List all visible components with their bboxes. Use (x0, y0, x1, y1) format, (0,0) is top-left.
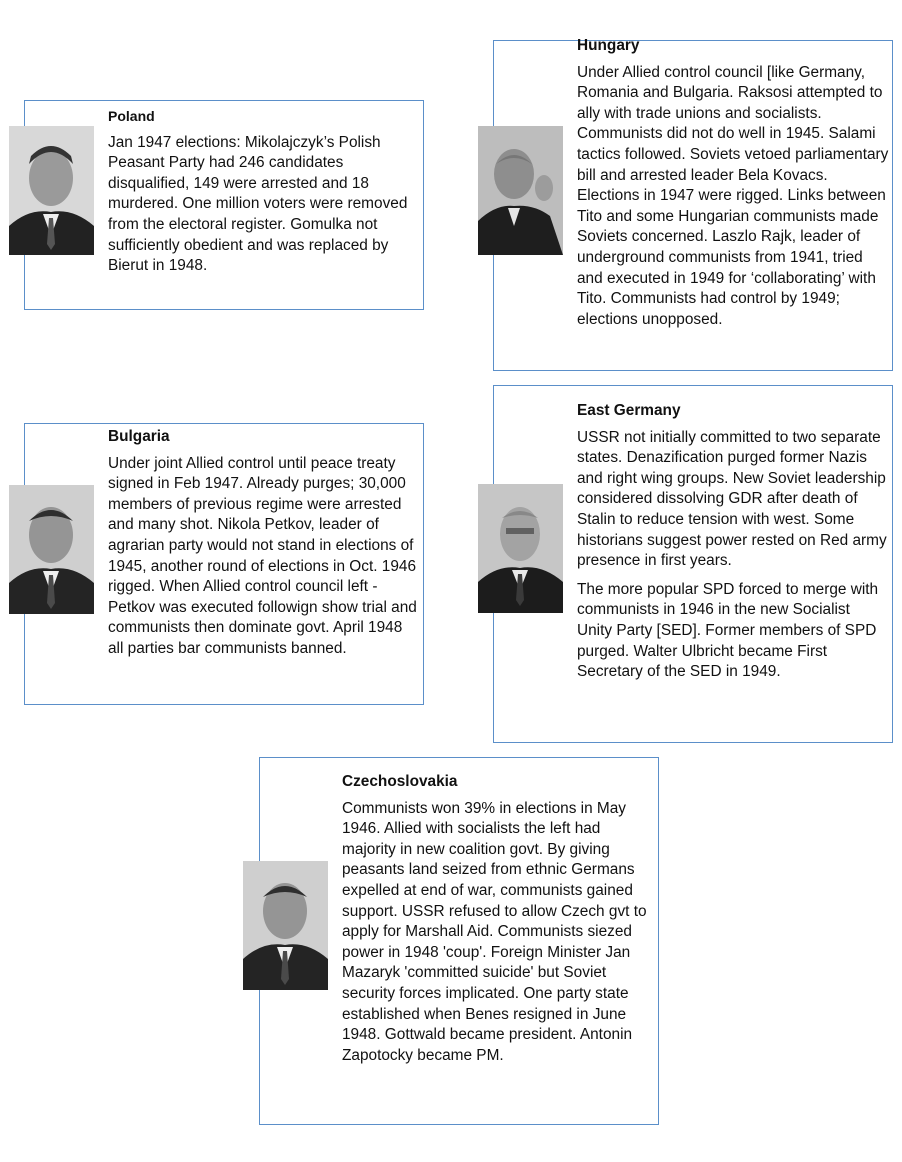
east-germany-portrait-photo (478, 484, 563, 613)
poland-body: Jan 1947 elections: Mikolajczyk’s Polish Peasant Party had 246 candidates disqualified, 149 were arrested and 18 murdered. One million voters were removed from the electoral register. Gomulka not sufficiently obedient and was replaced by Bierut in 1948. (108, 133, 408, 275)
czechoslovakia-portrait-photo (243, 861, 328, 990)
hungary-title: Hungary (577, 37, 640, 54)
czechoslovakia-text (342, 772, 654, 1066)
poland-title: Poland (108, 108, 155, 124)
bulgaria-body: Under joint Allied control until peace treaty signed in Feb 1947. Already purges; 30,000 members of previous regime were arrested and many shot. Nikola Petkov, leader of agrarian party would not stand in elections of 1945, another round of elections in Oct. 1946 rigged. When Allied control council left - Petkov was executed followign show trial and communists then dominate govt. April 1948 all parties bar communists banned. (108, 454, 417, 657)
poland-portrait-photo (9, 126, 94, 255)
east-germany-body-2: The more popular SPD forced to merge with communists in 1946 in the new Socialist Unity Party [SED]. Former members of SPD purged. Walter Ulbricht became First Secretary of the SED in 1949. (577, 580, 879, 681)
czechoslovakia-title: Czechoslovakia (342, 773, 458, 790)
hungary-portrait-photo (478, 126, 563, 255)
east-germany-text (577, 401, 889, 683)
czechoslovakia-body: Communists won 39% in elections in May 1946. Allied with socialists the left had majority in new coalition govt. By giving peasants land seized from ethnic Germans expelled at end of war, communists gained support. USSR refused to allow Czech gvt to apply for Marshall Aid. Communists siezed power in 1948 'coup'. Foreign Minister Jan Mazaryk 'committed suicide' but Soviet security forces implicated. One party state established when Benes resigned in June 1948. Gottwald became president. Antonin Zapotocky became PM. (342, 799, 647, 1064)
hungary-body: Under Allied control council [like Germany, Romania and Bulgaria. Raksosi attempted to ally with trade unions and socialists. Communists did not do well in 1945. Salami tactics followed. Soviets vetoed parliamentary bill and arrested leader Bela Kovacs. Elections in 1947 were rigged. Links between Tito and some Hungarian communists made Soviets concerned. Laszlo Rajk, leader of underground communists from 1941, tried and executed in 1949 for ‘collaborating’ with Tito. Communists had control by 1949; elections unopposed. (577, 63, 889, 328)
bulgaria-title: Bulgaria (108, 428, 170, 445)
east-germany-body: USSR not initially committed to two separate states. Denazification purged former Nazis and right wing groups. New Soviet leadership considered dissolving GDR after death of Stalin to reduce tension with west. Some historians suggest power rested on Red army presence in first years. (577, 428, 887, 570)
poland-text (108, 106, 418, 277)
east-germany-title: East Germany (577, 402, 681, 419)
hungary-text (577, 36, 889, 330)
bulgaria-portrait-photo (9, 485, 94, 614)
bulgaria-text (108, 427, 418, 660)
